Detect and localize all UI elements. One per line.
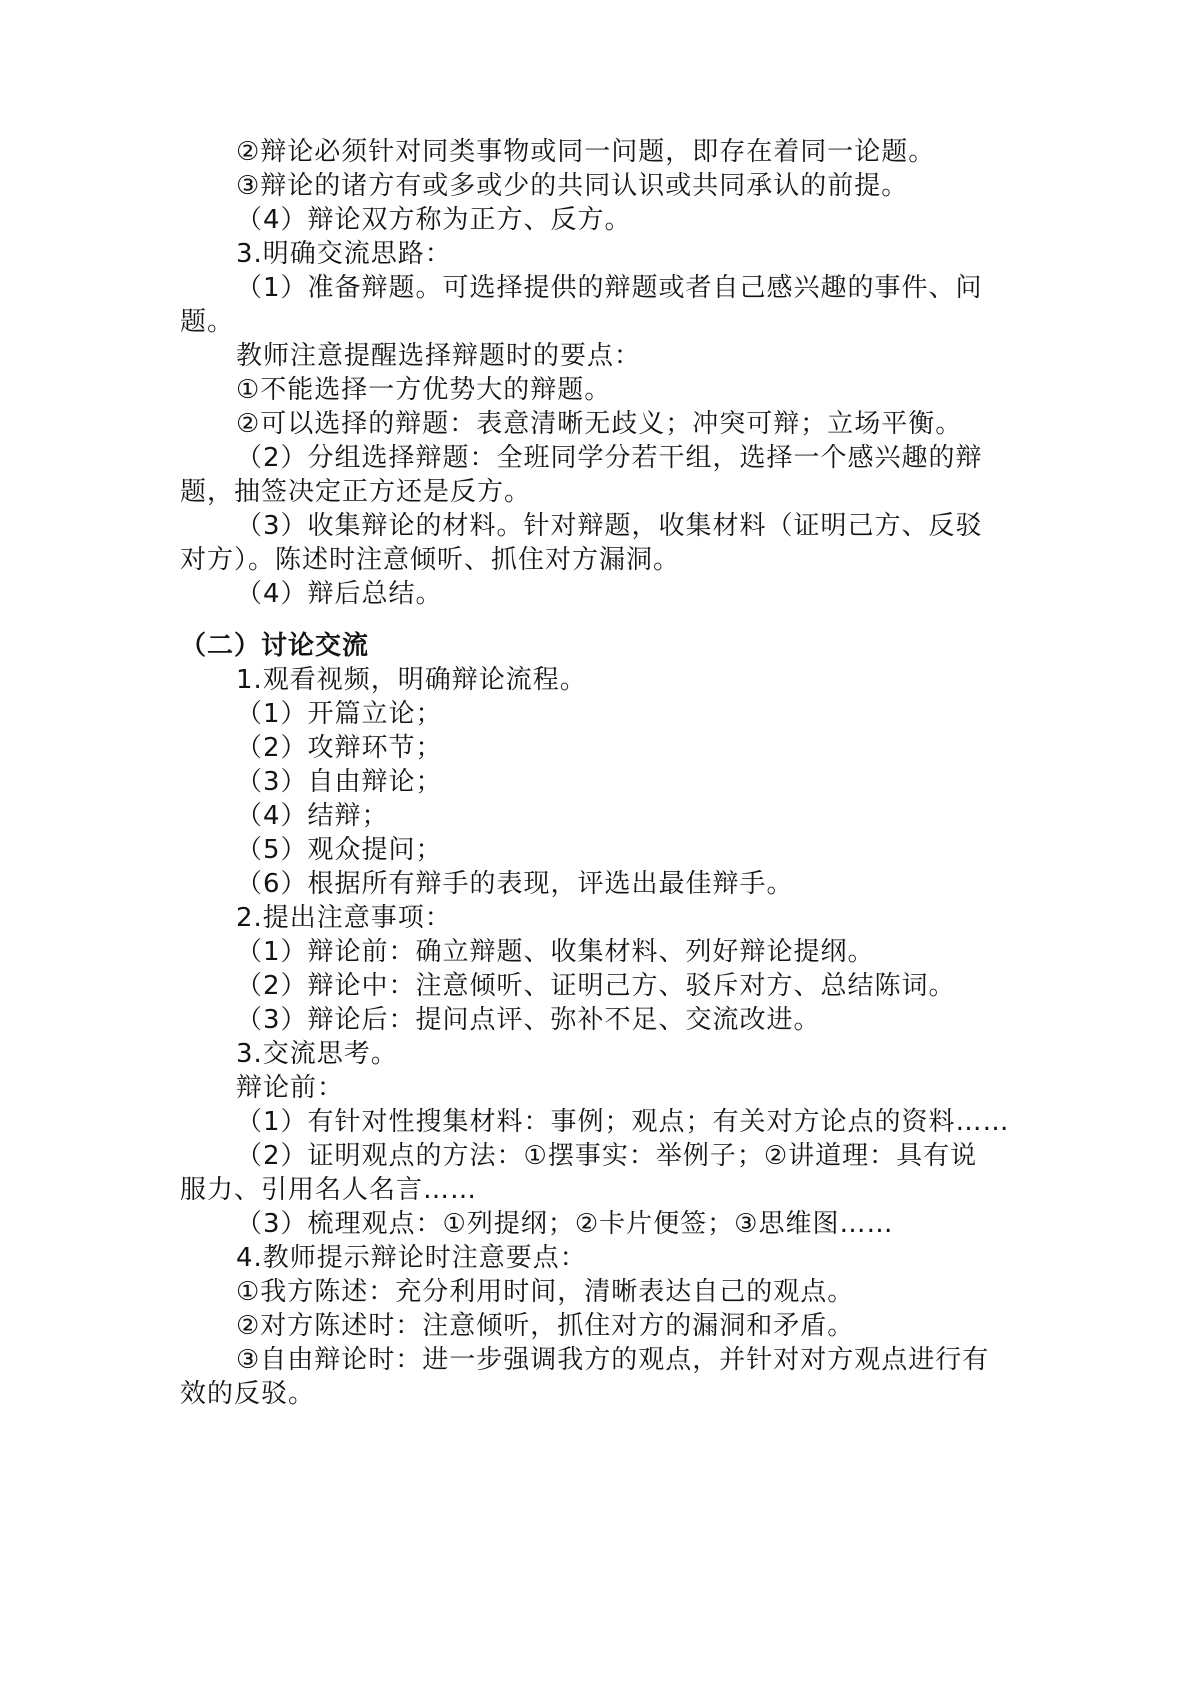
text-line: （3）自由辩论； [236, 767, 443, 797]
text-line: ②对方陈述时：注意倾听，抓住对方的漏洞和矛盾。 [236, 1311, 855, 1341]
text-line: （2）分组选择辩题：全班同学分若干组，选择一个感兴趣的辩 [236, 443, 983, 473]
text-line: （4）结辩； [236, 801, 389, 831]
text-line: （1）准备辩题。可选择提供的辩题或者自己感兴趣的事件、问 [236, 273, 983, 303]
text-line: （4）辩论双方称为正方、反方。 [236, 205, 632, 235]
text-line: 辩论前： [236, 1073, 345, 1103]
text-line: （4）辩后总结。 [236, 579, 443, 609]
text-line: 题，抽签决定正方还是反方。 [180, 477, 532, 507]
text-line: （3）辩论后：提问点评、弥补不足、交流改进。 [236, 1005, 821, 1035]
text-line: （5）观众提问； [236, 835, 443, 865]
text-line: ①不能选择一方优势大的辩题。 [236, 375, 612, 405]
text-line: （3）收集辩论的材料。针对辩题，收集材料（证明己方、反驳 [236, 511, 983, 541]
text-line: 题。 [180, 307, 235, 337]
text-line: （6）根据所有辩手的表现，评选出最佳辩手。 [236, 869, 794, 899]
section-heading: （二）讨论交流 [180, 631, 370, 661]
text-line: 3.交流思考。 [236, 1039, 398, 1069]
text-line: 2.提出注意事项： [236, 903, 452, 933]
text-line: （2）证明观点的方法：①摆事实：举例子；②讲道理：具有说 [236, 1141, 978, 1171]
text-line: 3.明确交流思路： [236, 239, 452, 269]
text-line: ③自由辩论时：进一步强调我方的观点，并针对对方观点进行有 [236, 1345, 990, 1375]
text-line: （1）开篇立论； [236, 699, 443, 729]
text-line: （1）辩论前：确立辩题、收集材料、列好辩论提纲。 [236, 937, 875, 967]
text-line: 对方）。陈述时注意倾听、抓住对方漏洞。 [180, 545, 681, 575]
text-line: （3）梳理观点：①列提纲；②卡片便签；③思维图…… [236, 1209, 894, 1239]
text-line: ③辩论的诸方有或多或少的共同认识或共同承认的前提。 [236, 171, 909, 201]
text-line: ②辩论必须针对同类事物或同一问题，即存在着同一论题。 [236, 137, 936, 167]
text-line: 4.教师提示辩论时注意要点： [236, 1243, 587, 1273]
text-line: （2）辩论中：注意倾听、证明己方、驳斥对方、总结陈词。 [236, 971, 956, 1001]
text-line: 服力、引用名人名言…… [180, 1175, 478, 1205]
text-line: ①我方陈述：充分利用时间，清晰表达自己的观点。 [236, 1277, 855, 1307]
text-line: 教师注意提醒选择辩题时的要点： [236, 341, 642, 371]
text-line: 效的反驳。 [180, 1379, 316, 1409]
text-line: （2）攻辩环节； [236, 733, 443, 763]
text-line: （1）有针对性搜集材料：事例；观点；有关对方论点的资料…… [236, 1107, 1010, 1137]
text-line: 1.观看视频，明确辩论流程。 [236, 665, 587, 695]
text-line: ②可以选择的辩题：表意清晰无歧义；冲突可辩；立场平衡。 [236, 409, 963, 439]
